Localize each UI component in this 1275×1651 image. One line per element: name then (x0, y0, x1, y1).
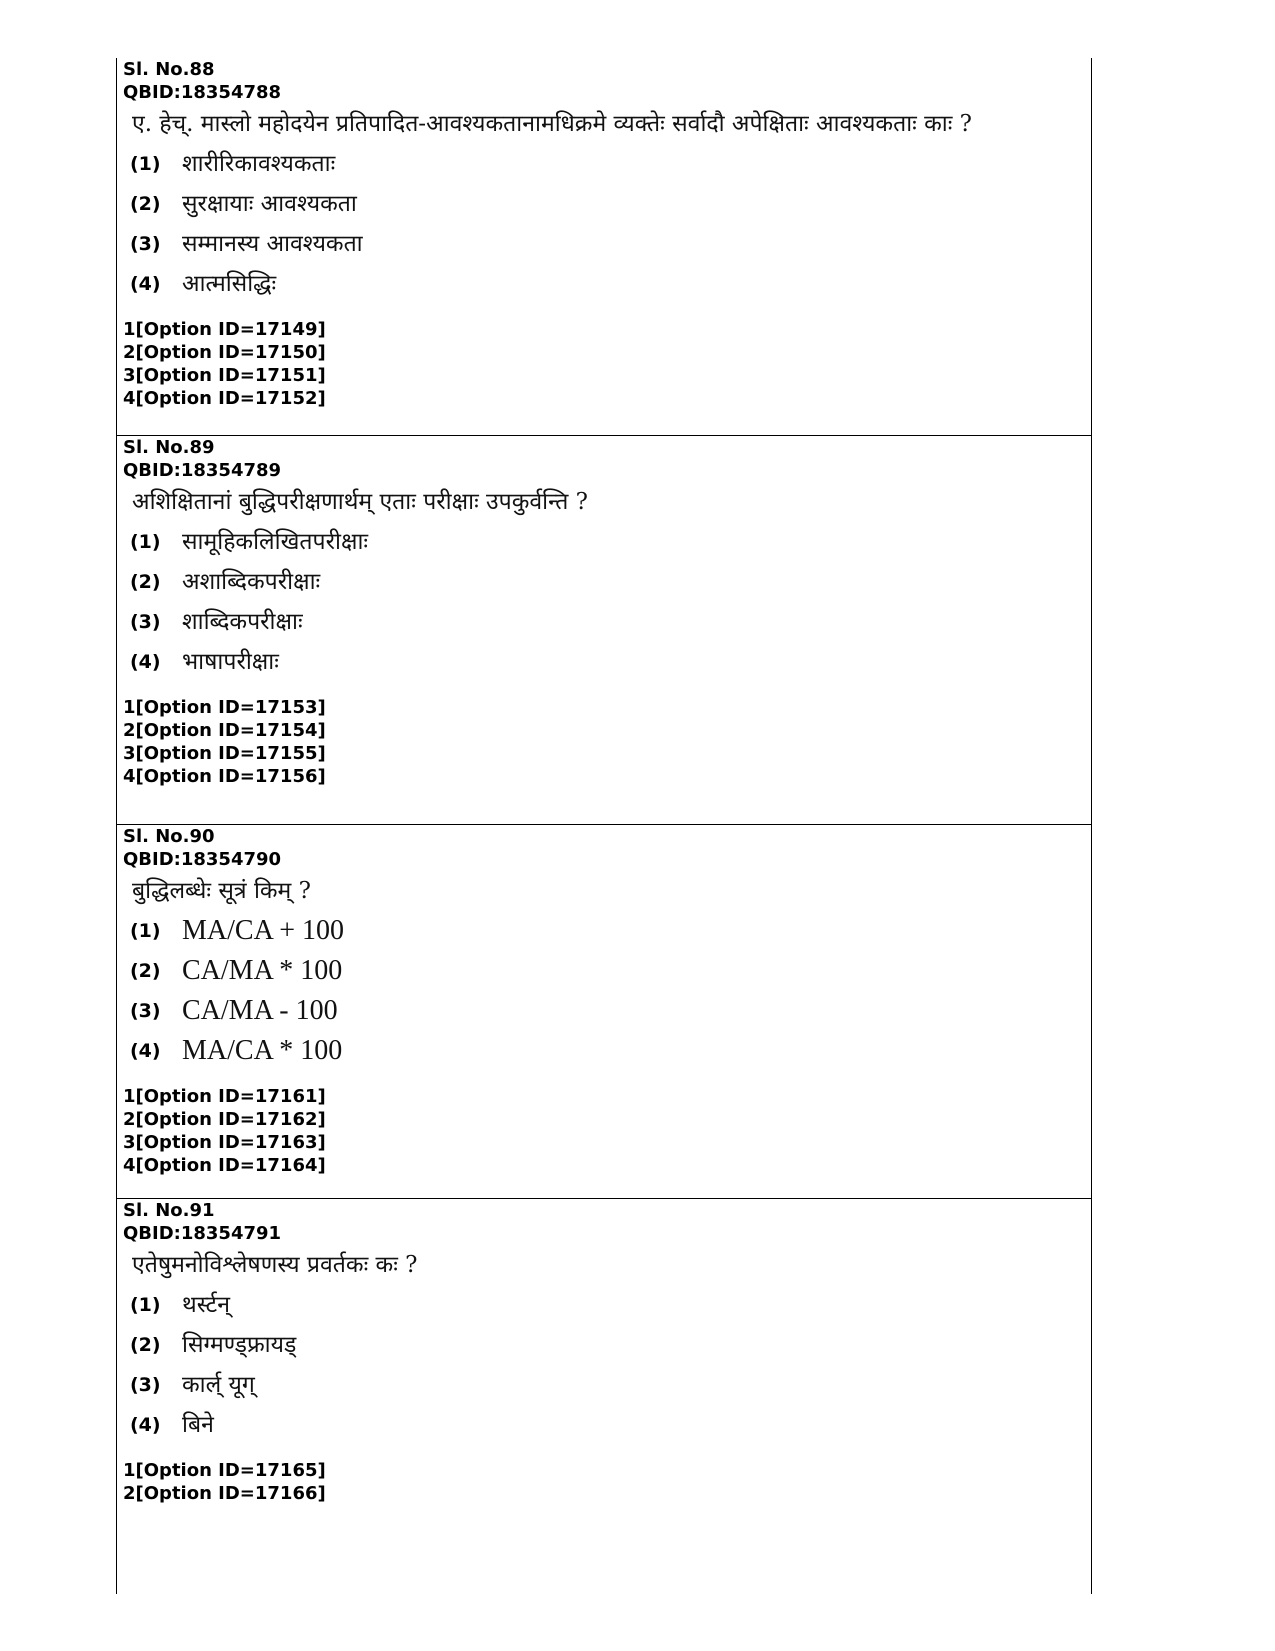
option-text: शारीरिकावश्यकताः (182, 151, 336, 177)
option-text: शाब्दिकपरीक्षाः (182, 609, 303, 635)
serial-number: Sl. No.88 (123, 59, 215, 80)
serial-number: Sl. No.90 (123, 826, 215, 847)
option-text: सामूहिकलिखितपरीक्षाः (182, 529, 369, 555)
option-number: (4) (130, 1040, 161, 1062)
option-4 (117, 642, 1091, 682)
option-id: 3[Option ID=17151] (123, 365, 326, 386)
option-1 (117, 144, 1091, 184)
option-id: 1[Option ID=17161] (123, 1086, 326, 1107)
option-2 (117, 184, 1091, 224)
option-1 (117, 522, 1091, 562)
option-text: सिग्मण्ड्फ्रायड् (182, 1332, 297, 1358)
option-id: 3[Option ID=17155] (123, 743, 326, 764)
option-text: MA/CA * 100 (182, 1035, 343, 1066)
option-number: (3) (130, 1374, 161, 1396)
option-id: 4[Option ID=17164] (123, 1155, 326, 1176)
option-id: 4[Option ID=17152] (123, 388, 326, 409)
option-number: (1) (130, 153, 161, 175)
question-text: अशिक्षितानां बुद्धिपरीक्षणार्थम् एताः परीक्षाः उपकुर्वन्ति ? (132, 489, 588, 515)
option-id: 2[Option ID=17154] (123, 720, 326, 741)
option-number: (1) (130, 1294, 161, 1316)
option-id: 1[Option ID=17153] (123, 697, 326, 718)
option-text: थर्स्टन् (182, 1292, 231, 1318)
option-number: (4) (130, 1414, 161, 1436)
option-id-list (117, 318, 1091, 410)
option-id-list (117, 696, 1091, 788)
option-id: 3[Option ID=17163] (123, 1132, 326, 1153)
option-id: 4[Option ID=17156] (123, 766, 326, 787)
option-number: (3) (130, 233, 161, 255)
option-id-list (117, 1459, 1091, 1505)
option-text: अशाब्दिकपरीक्षाः (182, 569, 321, 595)
option-id-list (117, 1085, 1091, 1177)
option-3 (117, 224, 1091, 264)
option-id: 1[Option ID=17149] (123, 319, 326, 340)
option-number: (3) (130, 611, 161, 633)
option-3 (117, 602, 1091, 642)
option-text: कार्ल् यूग् (182, 1372, 255, 1398)
question-paper-frame (116, 58, 1092, 1594)
option-text: सम्मानस्य आवश्यकता (182, 231, 363, 257)
option-2 (117, 951, 1091, 991)
option-number: (1) (130, 531, 161, 553)
option-text: CA/MA * 100 (182, 955, 343, 986)
option-1 (117, 911, 1091, 951)
option-1 (117, 1285, 1091, 1325)
option-id: 2[Option ID=17150] (123, 342, 326, 363)
option-text: सुरक्षायाः आवश्यकता (182, 191, 357, 217)
question-block-88 (117, 58, 1091, 410)
option-number: (1) (130, 920, 161, 942)
option-number: (3) (130, 1000, 161, 1022)
question-text: बुद्धिलब्धेः सूत्रं किम् ? (132, 878, 311, 904)
option-2 (117, 1325, 1091, 1365)
qbid: QBID:18354790 (123, 849, 282, 870)
option-text: CA/MA - 100 (182, 995, 338, 1026)
option-3 (117, 991, 1091, 1031)
option-id: 2[Option ID=17162] (123, 1109, 326, 1130)
option-4 (117, 264, 1091, 304)
option-number: (4) (130, 273, 161, 295)
option-3 (117, 1365, 1091, 1405)
option-text: बिने (182, 1412, 214, 1438)
option-number: (2) (130, 960, 161, 982)
option-number: (4) (130, 651, 161, 673)
question-text: एतेषुमनोविश्लेषणस्य प्रवर्तकः कः ? (132, 1252, 418, 1278)
option-text: आत्मसिद्धिः (182, 271, 277, 297)
question-text: ए. हेच्. मास्लो महोदयेन प्रतिपादित-आवश्यकतानामधिक्रमे व्यक्तेः सर्वादौ अपेक्षिताः आवश्यकताः काः ? (132, 111, 973, 137)
qbid: QBID:18354789 (123, 460, 282, 481)
option-number: (2) (130, 1334, 161, 1356)
option-2 (117, 562, 1091, 602)
option-4 (117, 1405, 1091, 1445)
qbid: QBID:18354788 (123, 82, 282, 103)
option-text: भाषापरीक्षाः (182, 649, 279, 675)
option-4 (117, 1031, 1091, 1071)
option-id: 1[Option ID=17165] (123, 1460, 326, 1481)
option-id: 2[Option ID=17166] (123, 1483, 326, 1504)
option-number: (2) (130, 571, 161, 593)
qbid: QBID:18354791 (123, 1223, 282, 1244)
option-text: MA/CA + 100 (182, 915, 345, 946)
serial-number: Sl. No.91 (123, 1200, 215, 1221)
question-block-90 (117, 824, 1091, 1177)
option-number: (2) (130, 193, 161, 215)
question-block-91 (117, 1198, 1091, 1505)
question-block-89 (117, 435, 1091, 788)
serial-number: Sl. No.89 (123, 437, 215, 458)
